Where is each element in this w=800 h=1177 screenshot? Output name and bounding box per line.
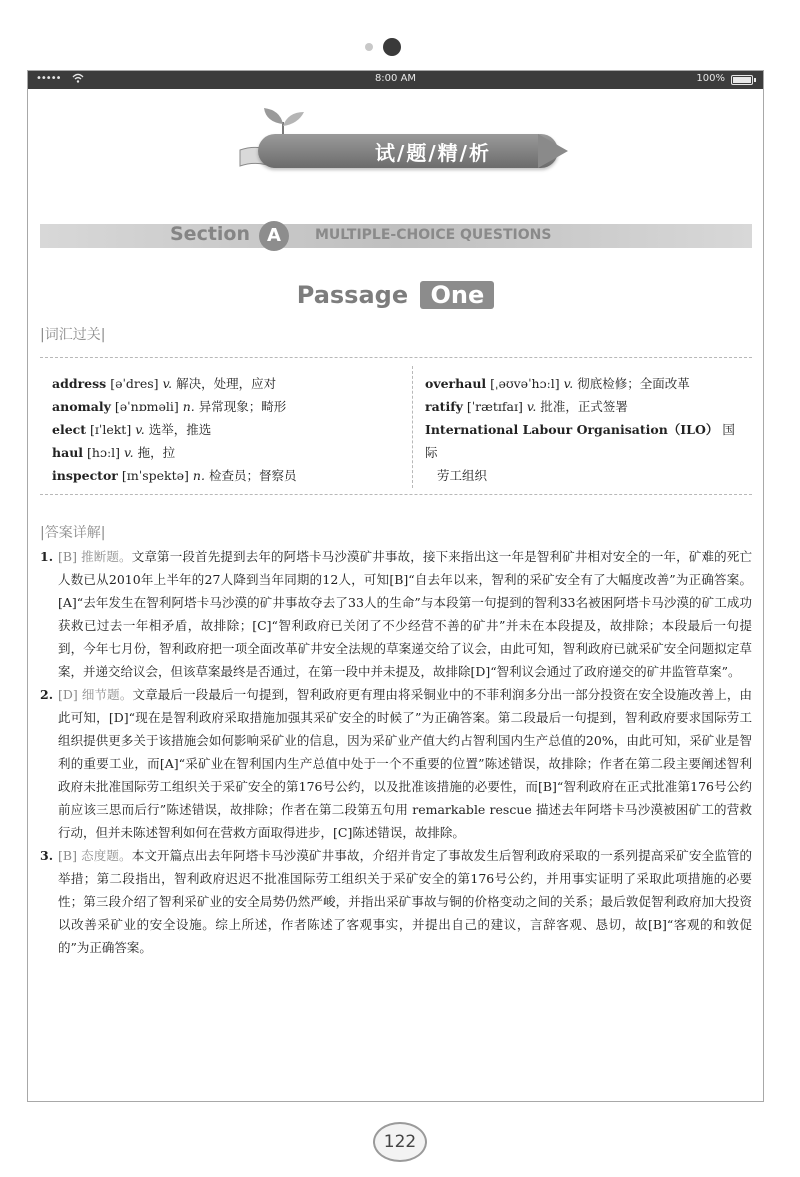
answer-type: [B] 态度题。 xyxy=(58,848,132,863)
section-header xyxy=(40,221,752,251)
answer-text: 文章最后一段最后一句提到，智利政府更有理由将采铜业中的不菲利润多分出一部分投资在安全设施改善上，由此可知，[D]“现在是智利政府采取措施加强其采矿安全的时候了”为正确答案。第二段最后一句提到，智利政府要求国际劳工组织提供更多关于该措施会如何影响采矿业的信息，因为采矿业产值大约占智利国内生产总值的20%，由此可知，采矿业是智利的重要工业，而[A]“采矿业在智利国内生产总值中处于一个不重要的位置”陈述错误，故排除；作者在第二段主要阐述智利政府未批准国际劳工组织关于采矿安全的第176号公约，以及批准该措施的必要性，而[B]“智利政府在正式批准第176号公约前应该三思而后行”陈述错误，故排除；作者在第二段第五句用 remarkable rescue 描述去年阿塔卡马沙漠被困矿工的营救行动，但并未陈述智利如何在营救方面取得进步，[C]陈述错误，故排除。 xyxy=(58,687,752,840)
vocab-entry: elect [ɪˈlekt] v. 选举，推选 xyxy=(52,422,212,437)
status-time: 8:00 AM xyxy=(374,73,417,84)
vocab-divider xyxy=(412,366,413,488)
title-banner xyxy=(238,104,568,174)
signal-icon: ••••• xyxy=(36,73,61,84)
answer-text: 文章第一段首先提到去年的阿塔卡马沙漠矿井事故，接下来指出这一年是智利矿井相对安全的一年，矿难的死亡人数已从2010年上半年的27人降到当年同期的12人，可知[B]“自去年以来，智利的采矿安全有了大幅度改善”为正确答案。[A]“去年发生在智利阿塔卡马沙漠的矿井事故夺去了33人的生命”与本段第一句提到的智利33名被困阿塔卡马沙漠的矿工成功获救已过去一年相矛盾，故排除；[C]“智利政府已关闭了不少经营不善的矿井”并未在本段提及，故排除；本段最后一句提到，今年七月份，智利政府把一项全面改革矿井安全法规的草案递交给了议会，由此可知，智利政府已就采矿安全问题拟定草案，并递交给议会，但该草案最终是否通过，在第一段中并未提及，故排除[D]“智利议会通过了政府递交的矿井监管草案”。 xyxy=(58,549,752,679)
answer-item xyxy=(40,844,752,959)
vocab-heading: |词汇过关| xyxy=(40,327,106,343)
banner-title: 试/题/精/析 xyxy=(375,141,491,165)
vocab-entry-continued: 劳工组织 xyxy=(437,468,488,483)
vocab-entry: anomaly [əˈnɒməli] n. 异常现象；畸形 xyxy=(52,399,287,414)
passage-number: One xyxy=(420,281,494,309)
device-camera xyxy=(0,38,800,58)
vocab-column-left xyxy=(52,372,402,487)
camera-lens xyxy=(383,38,401,56)
device-screen xyxy=(27,70,764,1102)
battery-icon xyxy=(731,75,753,85)
answer-number: 3. xyxy=(40,848,54,863)
vocab-column-right xyxy=(425,372,745,487)
section-label: Section xyxy=(170,223,251,245)
passage-word: Passage xyxy=(296,281,409,309)
section-letter: A xyxy=(259,221,289,251)
answer-type: [D] 细节题。 xyxy=(58,687,133,702)
answer-item xyxy=(40,545,752,683)
vocab-entry: haul [hɔːl] v. 拖，拉 xyxy=(52,445,176,460)
answer-number: 1. xyxy=(40,549,54,564)
answer-item xyxy=(40,683,752,844)
vocab-entry: address [əˈdres] v. 解决，处理，应对 xyxy=(52,376,277,391)
answers-heading: |答案详解| xyxy=(40,525,106,541)
answer-number: 2. xyxy=(40,687,54,702)
battery-percent: 100% xyxy=(696,73,725,84)
page-number: 122 xyxy=(373,1122,427,1162)
vocab-entry: International Labour Organisation（ILO） 国际 xyxy=(425,422,735,460)
passage-title xyxy=(28,281,763,309)
vocab-entry: ratify [ˈrætɪfaɪ] v. 批准，正式签署 xyxy=(425,399,628,414)
sensor-dot xyxy=(365,43,373,51)
answer-list xyxy=(40,545,752,959)
answer-type: [B] 推断题。 xyxy=(58,549,132,564)
vocab-entry: overhaul [ˌəʊvəˈhɔːl] v. 彻底检修；全面改革 xyxy=(425,376,690,391)
section-title: MULTIPLE-CHOICE QUESTIONS xyxy=(315,227,552,243)
answer-text: 本文开篇点出去年阿塔卡马沙漠矿井事故，介绍并肯定了事故发生后智利政府采取的一系列提高采矿安全监管的举措；第二段指出，智利政府迟迟不批准国际劳工组织关于采矿安全的第176号公约，并用事实证明了采取此项措施的必要性；第三段介绍了智利采矿业的安全局势仍然严峻，并指出采矿事故与铜的价格变动之间的关系；最后敦促智利政府加大投资以改善采矿业的安全设施。综上所述，作者陈述了客观事实，并提出自己的建议，言辞客观、恳切，故[B]“客观的和敦促的”为正确答案。 xyxy=(58,848,752,955)
status-bar xyxy=(28,71,763,89)
vocab-box xyxy=(40,357,752,495)
vocab-entry: inspector [ɪnˈspektə] n. 检查员；督察员 xyxy=(52,468,297,483)
